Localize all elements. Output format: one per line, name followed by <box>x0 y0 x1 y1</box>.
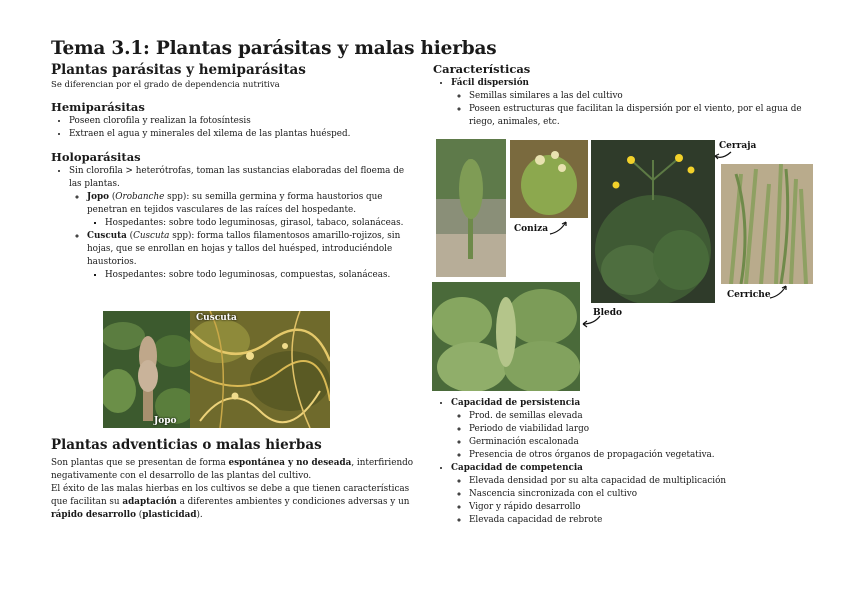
cuscuta-latin: Cuscuta <box>133 231 170 241</box>
jopo-photo-label: Jopo <box>154 416 177 426</box>
cerraja-photo <box>591 140 715 303</box>
list-item-competencia <box>451 462 813 527</box>
cuscuta-photo-label: Cuscuta <box>196 313 237 323</box>
list-item: ◦ Presencia de otros órganos de propagación vegetativa. <box>469 449 813 462</box>
list-item <box>69 165 416 282</box>
list-item: ◦ Vigor y rápido desarrollo <box>469 501 813 514</box>
dispersion-label: Fácil dispersión <box>451 78 529 88</box>
list-item: ◦ Periodo de viabilidad largo <box>469 423 813 436</box>
list-item: ◦ Poseen estructuras que facilitan la dispersión por el viento, por el agua de riego, animales, etc. <box>469 103 813 129</box>
list-item: ◦ Elevada capacidad de rebrote <box>469 514 813 527</box>
arrow-icon <box>768 284 788 300</box>
section-subtitle: Se diferencian por el grado de dependencia nutritiva <box>51 80 280 90</box>
coniza-label: Coniza <box>514 224 549 234</box>
list-item-jopo: ◦ Jopo (Orobanche spp): su semilla germina y forma haustorios que penetran en tejidos vasculares de las raíces del hospedante. ▪ Hospedantes: sobre todo leguminosas, girasol, tabaco, solanáceas. <box>87 191 416 230</box>
bledo-label: Bledo <box>593 308 623 318</box>
arrow-icon <box>580 314 602 328</box>
competencia-sublist <box>451 475 813 527</box>
right-column <box>433 62 813 129</box>
coniza-photo <box>510 140 588 218</box>
holo-intro: Sin clorofila > heterótrofas, toman las sustancias elaboradas del floema de las plantas. <box>69 166 405 189</box>
list-item: • Poseen clorofila y realizan la fotosíntesis <box>69 115 416 128</box>
persistencia-sublist <box>451 410 813 462</box>
dispersion-sublist <box>451 90 813 129</box>
list-item: ◦ Germinación escalonada <box>469 436 813 449</box>
text-bold: rápido desarrollo <box>51 510 136 520</box>
text-bold: espontánea y no deseada <box>228 458 352 468</box>
weed-photo-1 <box>436 139 506 277</box>
jopo-latin: Orobanche <box>115 192 165 202</box>
list-item: ▪ Hospedantes: sobre todo leguminosas, compuestas, solanáceas. <box>105 269 416 282</box>
heading-caracteristicas: Características <box>433 62 531 76</box>
list-item: ◦ Nascencia sincronizada con el cultivo <box>469 488 813 501</box>
list-item: ◦ Prod. de semillas elevada <box>469 410 813 423</box>
malas-hierbas-section <box>51 437 419 522</box>
heading-hemiparasitas: Hemiparásitas <box>51 100 145 114</box>
list-item: ▪ Hospedantes: sobre todo leguminosas, girasol, tabaco, solanáceas. <box>105 217 416 230</box>
list-item: ◦ Semillas similares a las del cultivo <box>469 90 813 103</box>
arrow-icon <box>712 150 732 162</box>
jopo-name: Jopo <box>87 192 110 202</box>
text-span: ( <box>136 510 143 520</box>
left-column <box>51 62 416 282</box>
text-bold: adaptación <box>122 497 177 507</box>
cerraja-label: Cerraja <box>719 141 757 151</box>
heading-holoparasitas: Holoparásitas <box>51 150 141 164</box>
list-item: ◦ Elevada densidad por su alta capacidad de multiplicación <box>469 475 813 488</box>
jopo-desc: spp): su semilla germina y forma haustorios que penetran en tejidos vasculares de las raíces del hospedante. <box>87 192 383 215</box>
cerriche-label: Cerriche <box>727 290 771 300</box>
jopo-hosts-list <box>87 217 416 230</box>
cerriche-photo <box>721 164 813 284</box>
text-bold: plasticidad <box>142 510 197 520</box>
cuscuta-desc: spp): forma tallos filamentosos amarillo-rojizos, sin hojas, que se enrollan en hojas y tallos del huésped, introduciéndole haustorios. <box>87 231 401 267</box>
hemiparasitas-list <box>51 115 416 141</box>
cuscuta-name: Cuscuta <box>87 231 127 241</box>
holoparasitas-sublist <box>69 191 416 282</box>
page-title: Tema 3.1: Plantas parásitas y malas hierbas <box>51 38 497 59</box>
jopo-photo <box>103 311 190 428</box>
list-item-dispersion <box>451 77 813 129</box>
text-span: , interfiriendo negativamente con el desarrollo de las plantas del cultivo. <box>51 458 414 481</box>
list-item-persistencia <box>451 397 813 462</box>
holoparasitas-list <box>51 165 416 282</box>
text-span: a diferentes ambientes y condiciones adversas y un <box>176 497 410 507</box>
caracteristicas-list <box>433 77 813 129</box>
text-span: Son plantas que se presentan de forma <box>51 458 229 468</box>
section-heading-parasitas: Plantas parásitas y hemiparásitas <box>51 62 306 78</box>
competencia-label: Capacidad de competencia <box>451 463 583 473</box>
capacidades-list <box>433 397 813 527</box>
arrow-icon <box>548 220 568 236</box>
cuscuta-hosts-list <box>87 269 416 282</box>
persistencia-label: Capacidad de persistencia <box>451 398 581 408</box>
list-item-cuscuta: ◦ Cuscuta (Cuscuta spp): forma tallos filamentosos amarillo-rojizos, sin hojas, que se enrollan en hojas y tallos del huésped, introduciéndole haustorios. ▪ Hospedantes: sobre todo leguminosas, compuestas, solanáceas. <box>87 230 416 282</box>
adventicias-paragraph-2 <box>51 483 419 522</box>
text-span: ). <box>196 510 203 520</box>
capacidades-section <box>433 397 813 527</box>
cuscuta-photo <box>190 311 330 428</box>
adventicias-paragraph-1 <box>51 457 419 483</box>
list-item: • Extraen el agua y minerales del xilema de las plantas huésped. <box>69 128 416 141</box>
text-span: El éxito de las malas hierbas en los cultivos se debe a que tienen características que facilitan su <box>51 484 410 507</box>
bledo-photo <box>432 282 580 391</box>
section-heading-adventicias: Plantas adventicias o malas hierbas <box>51 437 322 453</box>
